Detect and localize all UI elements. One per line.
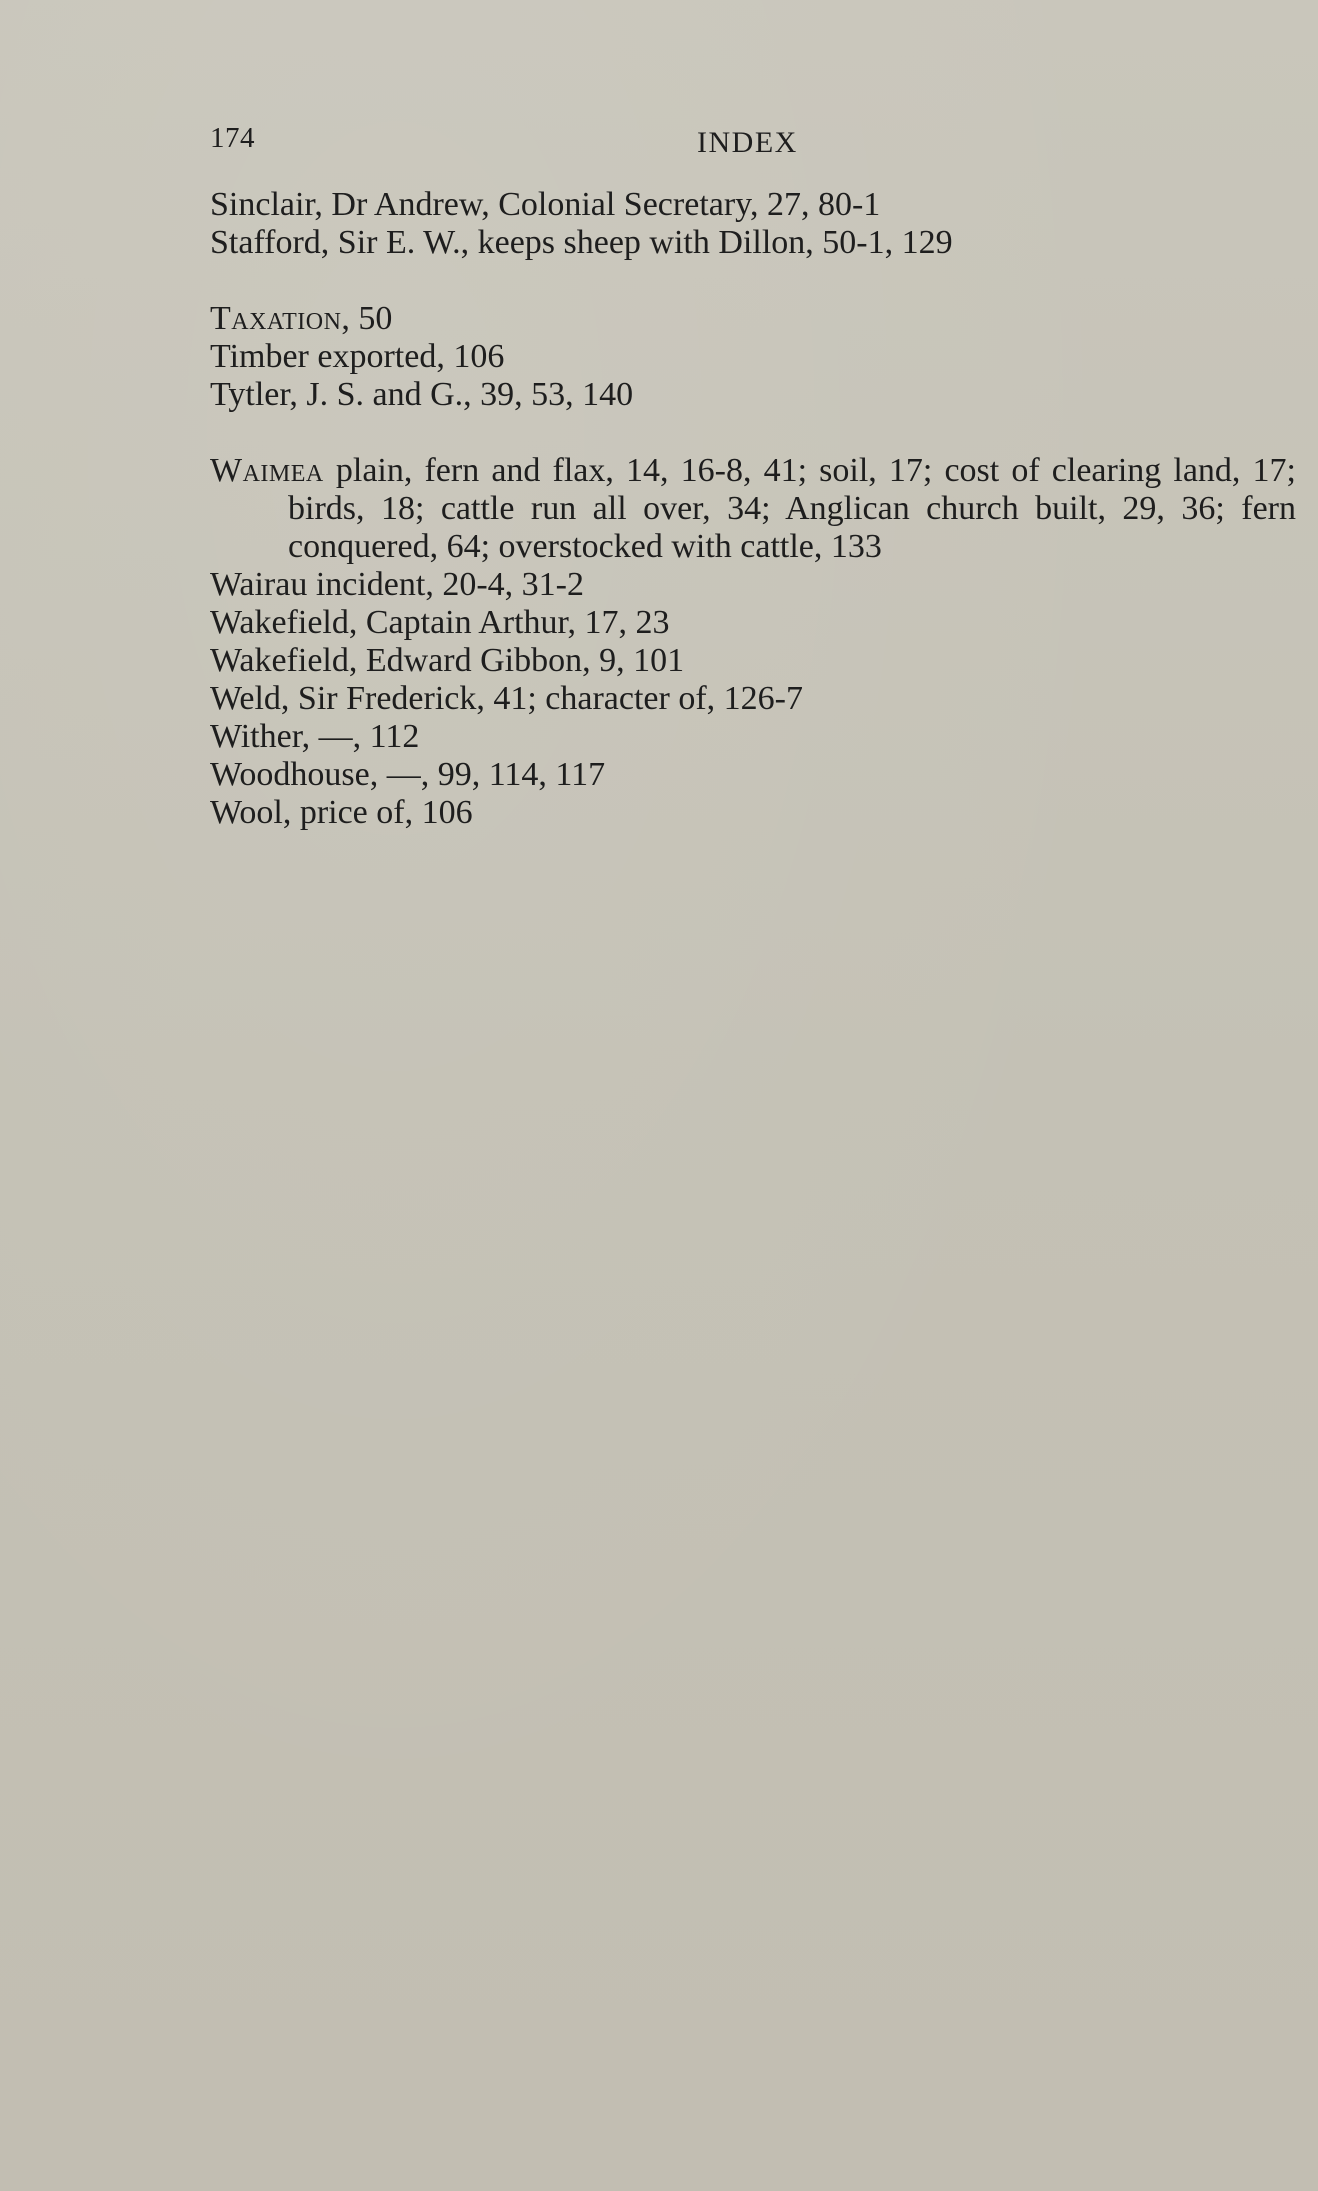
running-head: INDEX xyxy=(697,126,798,159)
entry-text: Wakefield, Captain Arthur, 17, 23 xyxy=(210,604,670,641)
index-group-s xyxy=(210,186,1296,262)
index-entry xyxy=(210,300,1296,338)
index-entry xyxy=(210,756,1296,794)
entry-text: Wakefield, Edward Gibbon, 9, 101 xyxy=(210,642,685,679)
entry-text: plain, fern and flax, 14, 16-8, 41; soil, 17; cost of clearing land, 17; birds, 18; cattle run all over, 34; Anglican church built, 29, 36; fern conquered, 64; overstocked with cattle, 133 xyxy=(288,452,1296,565)
entry-text: , 50 xyxy=(341,300,393,337)
entry-text: Sinclair, Dr Andrew, Colonial Secretary, 27, 80-1 xyxy=(210,186,881,223)
index-entry xyxy=(210,718,1296,756)
index-group-t xyxy=(210,300,1296,414)
index-entry xyxy=(210,376,1296,414)
page-number: 174 xyxy=(210,122,255,154)
index-entry xyxy=(210,186,1296,224)
entry-text: Stafford, Sir E. W., keeps sheep with Dillon, 50-1, 129 xyxy=(210,224,953,261)
entry-text: Wairau incident, 20-4, 31-2 xyxy=(210,566,584,603)
entry-text: Wither, —, 112 xyxy=(210,718,420,755)
index-entry xyxy=(210,642,1296,680)
index-entry xyxy=(210,680,1296,718)
index-entry xyxy=(210,224,1296,262)
entry-lead: Taxation xyxy=(210,300,342,337)
index-entry xyxy=(210,604,1296,642)
index-entry xyxy=(210,566,1296,604)
entry-text: Weld, Sir Frederick, 41; character of, 126-7 xyxy=(210,680,803,717)
entry-text: Wool, price of, 106 xyxy=(210,794,473,831)
entry-lead: Waimea xyxy=(210,452,324,489)
entry-text: Timber exported, 106 xyxy=(210,338,505,375)
index-entry xyxy=(210,338,1296,376)
index-group-w xyxy=(210,452,1296,832)
index-body xyxy=(210,186,1296,832)
index-entry xyxy=(210,794,1296,832)
entry-text: Woodhouse, —, 99, 114, 117 xyxy=(210,756,606,793)
index-entry xyxy=(210,452,1296,566)
entry-text: Tytler, J. S. and G., 39, 53, 140 xyxy=(210,376,634,413)
